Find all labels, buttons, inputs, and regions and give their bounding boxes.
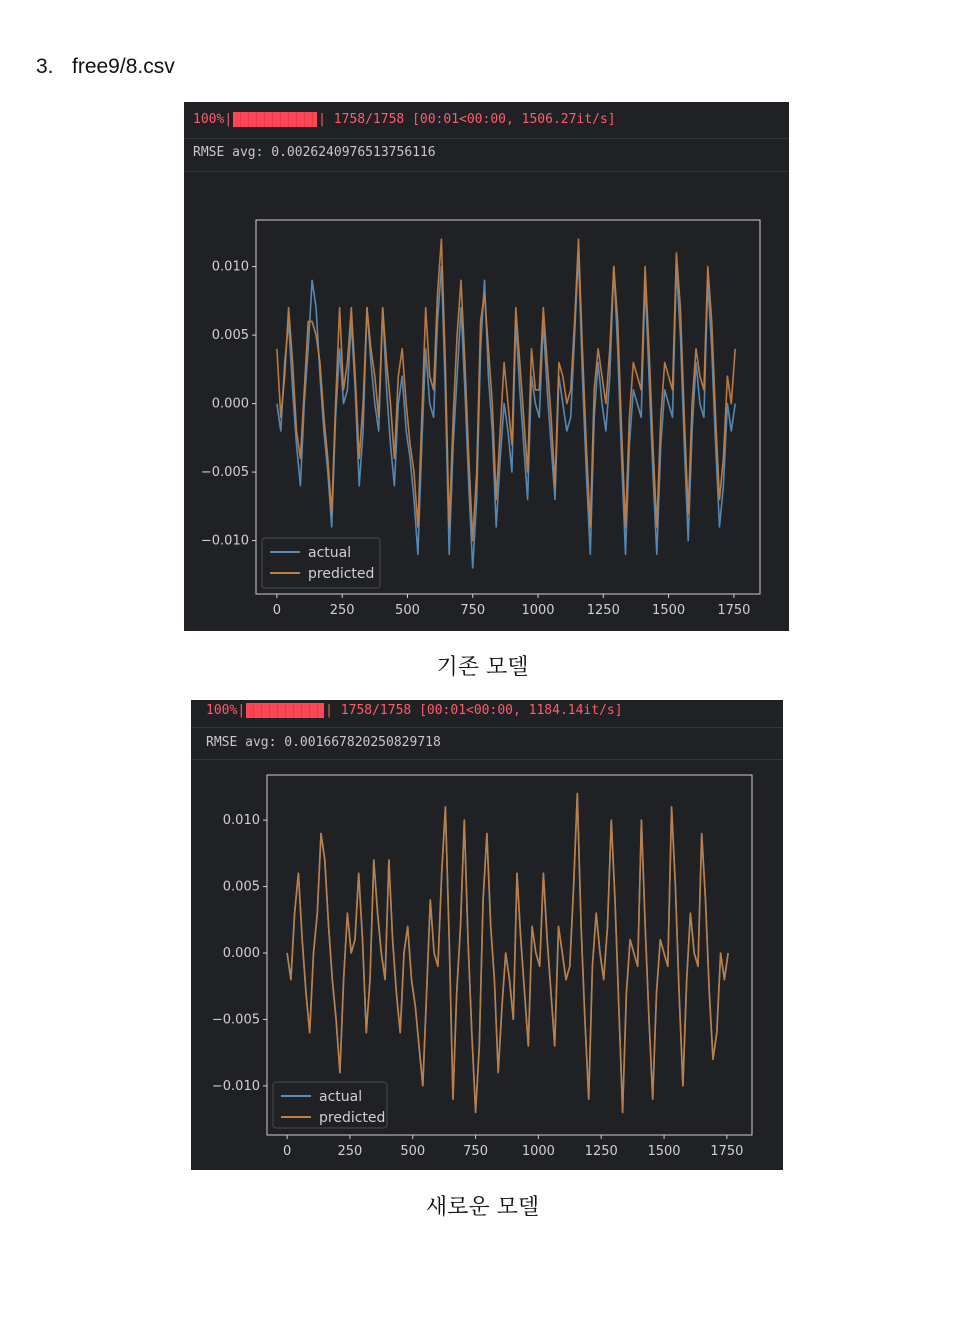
x-tick-label: 1750 <box>717 603 751 618</box>
x-tick-label: 1000 <box>521 1144 555 1159</box>
x-tick-label: 250 <box>329 603 355 618</box>
series-line-actual <box>277 253 735 568</box>
x-tick-label: 1500 <box>647 1144 681 1159</box>
x-tick-label: 1000 <box>521 603 555 618</box>
figure-caption: 새로운 모델 <box>425 1195 540 1220</box>
series-line-predicted <box>287 794 728 1113</box>
progress-count: 1758/1758 [00:01<00:00, 1506.27it/s] <box>333 112 616 127</box>
y-tick-label: 0.010 <box>222 813 260 829</box>
progress-count: 1758/1758 [00:01<00:00, 1184.14it/s] <box>340 703 623 718</box>
y-tick-label: 0.000 <box>211 396 249 412</box>
series-line-predicted <box>277 239 735 540</box>
x-tick-label: 0 <box>272 603 282 618</box>
y-tick-label: −0.005 <box>211 1012 260 1028</box>
x-tick-label: 1250 <box>584 1144 618 1159</box>
figure-caption: 기존 모델 <box>436 655 529 680</box>
progress-line: 100% | | 1758/1758 [00:01<00:00, 1506.27it/s] <box>193 112 616 127</box>
legend-label-actual: actual <box>308 545 352 561</box>
line-chart <box>191 700 783 1170</box>
section-number: 3. <box>36 55 54 78</box>
y-tick-label: 0.005 <box>222 879 260 895</box>
line-chart <box>184 102 789 631</box>
x-tick-label: 250 <box>337 1144 363 1159</box>
series-line-actual <box>287 794 728 1113</box>
x-tick-label: 750 <box>460 603 486 618</box>
x-tick-label: 1500 <box>652 603 686 618</box>
section-heading <box>36 55 175 79</box>
legend-label-actual: actual <box>319 1089 363 1105</box>
y-tick-label: 0.010 <box>211 259 249 275</box>
x-tick-label: 500 <box>400 1144 426 1159</box>
legend-label-predicted: predicted <box>308 566 375 582</box>
plot-frame <box>267 775 752 1135</box>
x-tick-label: 1750 <box>710 1144 744 1159</box>
y-tick-label: −0.010 <box>200 533 249 549</box>
notebook-output-old-model <box>184 102 789 631</box>
y-tick-label: −0.005 <box>200 465 249 481</box>
x-tick-label: 1250 <box>586 603 620 618</box>
x-tick-label: 500 <box>395 603 420 618</box>
rmse-text: RMSE avg: 0.001667820250829718 <box>206 735 441 750</box>
progress-line: 100% | | 1758/1758 [00:01<00:00, 1184.14it/s] <box>206 703 623 718</box>
x-tick-label: 750 <box>463 1144 488 1159</box>
rmse-text: RMSE avg: 0.0026240976513756116 <box>193 145 436 160</box>
notebook-output-new-model <box>191 700 783 1170</box>
y-tick-label: 0.000 <box>222 946 260 962</box>
legend-label-predicted: predicted <box>319 1110 386 1126</box>
progress-percent: 100% <box>206 703 238 718</box>
y-tick-label: 0.005 <box>211 328 249 344</box>
x-tick-label: 0 <box>282 1144 292 1159</box>
section-title: free9/8.csv <box>72 55 175 78</box>
progress-percent: 100% <box>193 112 225 127</box>
y-tick-label: −0.010 <box>211 1078 260 1094</box>
